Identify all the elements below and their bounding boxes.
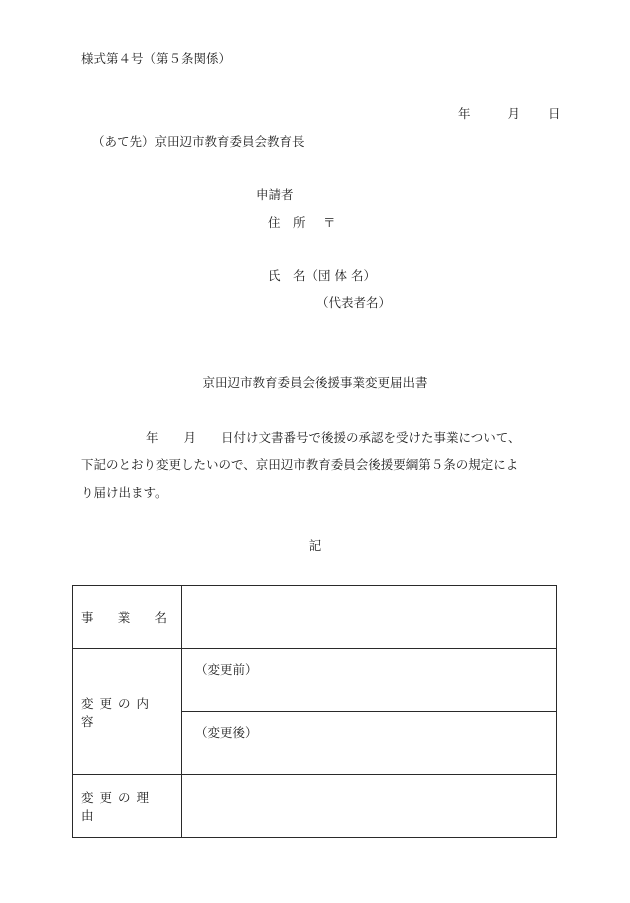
representative-label: （代表者名） bbox=[316, 295, 392, 310]
date-month: 月 bbox=[507, 106, 521, 121]
table-row-change-before bbox=[73, 649, 557, 712]
form-table bbox=[72, 585, 557, 838]
addressee: （あて先）京田辺市教育委員会教育長 bbox=[92, 134, 305, 149]
document-title: 京田辺市教育委員会後援事業変更届出書 bbox=[202, 375, 428, 390]
body-text-line-2: 下記のとおり変更したいので、京田辺市教育委員会後援要綱第５条の規定によ bbox=[81, 457, 519, 472]
project-name-label: 事 業 名 bbox=[73, 586, 182, 649]
form-number: 様式第４号（第５条関係） bbox=[81, 51, 232, 66]
table-row-project-name bbox=[73, 586, 557, 649]
name-label: 氏 名（団 体 名） bbox=[268, 268, 376, 283]
change-content-label: 変更の内容 bbox=[73, 649, 182, 775]
change-before-label: （変更前） bbox=[195, 662, 258, 677]
date-line bbox=[458, 108, 561, 121]
change-after-label: （変更後） bbox=[195, 725, 258, 740]
change-after-field[interactable] bbox=[182, 712, 557, 775]
postal-mark: 〒 bbox=[323, 215, 336, 230]
body-text-line-3: り届け出ます。 bbox=[81, 485, 168, 500]
applicant-title: 申請者 bbox=[256, 187, 294, 202]
body-text-line-1: 年 月 日付け文書番号で後援の承認を受けた事業について、 bbox=[146, 430, 521, 445]
reason-field[interactable] bbox=[182, 775, 557, 838]
table-row-reason bbox=[73, 775, 557, 838]
date-day: 日 bbox=[548, 106, 561, 121]
reason-label: 変更の理由 bbox=[73, 775, 182, 838]
address-label: 住 所 bbox=[268, 215, 306, 230]
ki-heading: 記 bbox=[308, 538, 322, 553]
date-year: 年 bbox=[458, 106, 471, 121]
project-name-field[interactable] bbox=[182, 586, 557, 649]
change-before-field[interactable] bbox=[182, 649, 557, 712]
